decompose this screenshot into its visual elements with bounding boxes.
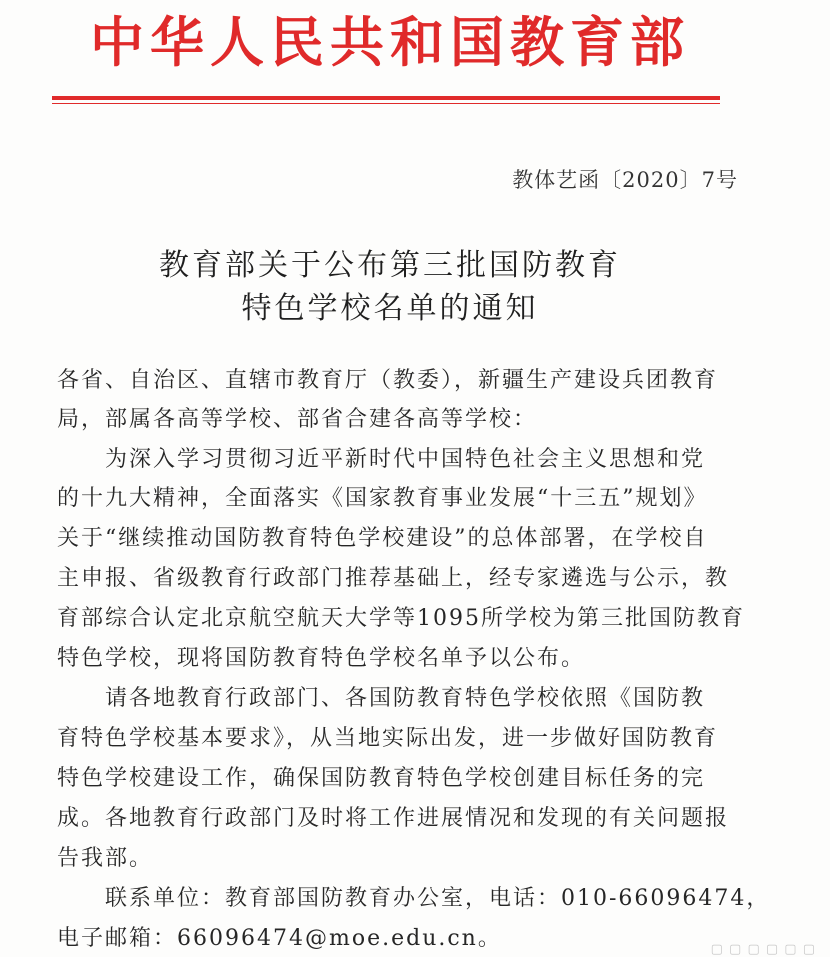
body-line: 请各地教育行政部门、各国防教育特色学校依照《国防教 — [57, 686, 706, 711]
body-line: 关于“继续推动国防教育特色学校建设”的总体部署，在学校自 — [57, 526, 708, 551]
body-line: 告我部。 — [57, 846, 154, 871]
body-line: 主申报、省级教育行政部门推荐基础上，经专家遴选与公示，教 — [57, 566, 730, 591]
corner-watermark-blur: ▢ ▢ ▢ ▢ ▢ ▢ — [710, 942, 816, 957]
body-line: 成。各地教育行政部门及时将工作进展情况和发现的有关问题报 — [57, 806, 730, 831]
body-line: 局，部属各高等学校、部省合建各高等学校： — [57, 407, 538, 432]
document-title-line-1: 教育部关于公布第三批国防教育 — [159, 248, 621, 283]
body-line: 育部综合认定北京航空航天大学等1095所学校为第三批国防教育 — [57, 606, 745, 631]
body-line: 特色学校建设工作，确保国防教育特色学校创建目标任务的完 — [57, 766, 706, 791]
letterhead-title: 中华人民共和国教育部 — [90, 11, 690, 74]
body-line: 育特色学校基本要求》，从当地实际出发，进一步做好国防教育 — [57, 726, 719, 751]
document-number: 教体艺函〔2020〕7号 — [512, 168, 738, 192]
letterhead-red-rule-thick — [52, 96, 720, 100]
letterhead-red-rule-thin — [52, 103, 720, 104]
body-line: 各省、自治区、直辖市教育厅（教委），新疆生产建设兵团教育 — [57, 368, 719, 393]
document-title-line-2: 特色学校名单的通知 — [241, 291, 539, 326]
body-line: 联系单位：教育部国防教育办公室，电话：010-66096474， — [57, 886, 771, 911]
body-line: 特色学校，现将国防教育特色学校名单予以公布。 — [57, 646, 586, 671]
body-line: 的十九大精神，全面落实《国家教育事业发展“十三五”规划》 — [57, 486, 708, 511]
body-line: 电子邮箱：66096474@moe.edu.cn。 — [57, 926, 502, 951]
body-line: 为深入学习贯彻习近平新时代中国特色社会主义思想和党 — [57, 447, 706, 472]
